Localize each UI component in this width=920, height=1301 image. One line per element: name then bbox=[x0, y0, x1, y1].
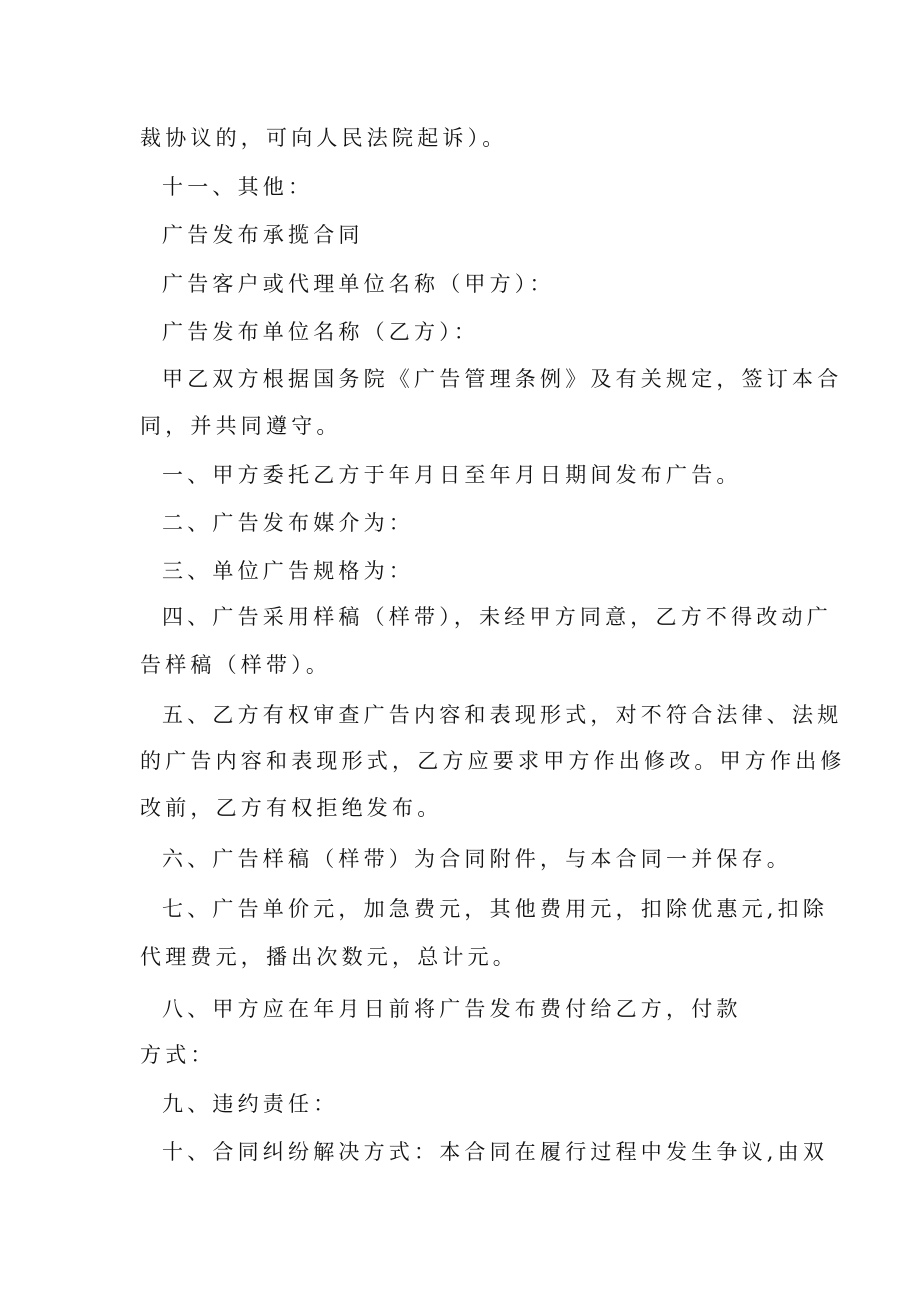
clause-two: 二、广告发布媒介为： bbox=[162, 511, 414, 535]
party-b-label: 广告发布单位名称（乙方）： bbox=[162, 320, 480, 344]
text-line: 改前，乙方有权拒绝发布。 bbox=[140, 796, 443, 820]
text-line: 裁协议的，可向人民法院起诉）。 bbox=[140, 126, 508, 150]
clause-six: 六、广告样稿（样带）为合同附件，与本合同一并保存。 bbox=[162, 847, 792, 871]
section-heading-eleven: 十一、其他： bbox=[162, 175, 314, 199]
contract-title: 广告发布承揽合同 bbox=[162, 223, 364, 247]
text-line: 同，并共同遵守。 bbox=[140, 414, 342, 438]
text-line: 的广告内容和表现形式，乙方应要求甲方作出修改。甲方作出修 bbox=[140, 749, 846, 773]
text-line: 代理费元，播出次数元，总计元。 bbox=[140, 945, 518, 969]
clause-ten: 十、合同纠纷解决方式：本合同在履行过程中发生争议,由双 bbox=[162, 1140, 829, 1164]
clause-three: 三、单位广告规格为： bbox=[162, 559, 414, 583]
clause-one: 一、甲方委托乙方于年月日至年月日期间发布广告。 bbox=[162, 463, 742, 487]
clause-four: 四、广告采用样稿（样带），未经甲方同意，乙方不得改动广 bbox=[162, 605, 832, 629]
text-line: 方式： bbox=[140, 1043, 216, 1067]
text-line: 甲乙双方根据国务院《广告管理条例》及有关规定，签订本合 bbox=[162, 367, 843, 391]
text-line: 告样稿（样带）。 bbox=[140, 653, 332, 677]
party-a-label: 广告客户或代理单位名称（甲方）： bbox=[162, 272, 555, 296]
clause-five: 五、乙方有权审查广告内容和表现形式，对不符合法律、法规 bbox=[162, 703, 843, 727]
clause-eight: 八、甲方应在年月日前将广告发布费付给乙方，付款 bbox=[162, 997, 742, 1021]
clause-seven: 七、广告单价元，加急费元，其他费用元，扣除优惠元,扣除 bbox=[162, 897, 829, 921]
clause-nine: 九、违约责任： bbox=[162, 1092, 339, 1116]
